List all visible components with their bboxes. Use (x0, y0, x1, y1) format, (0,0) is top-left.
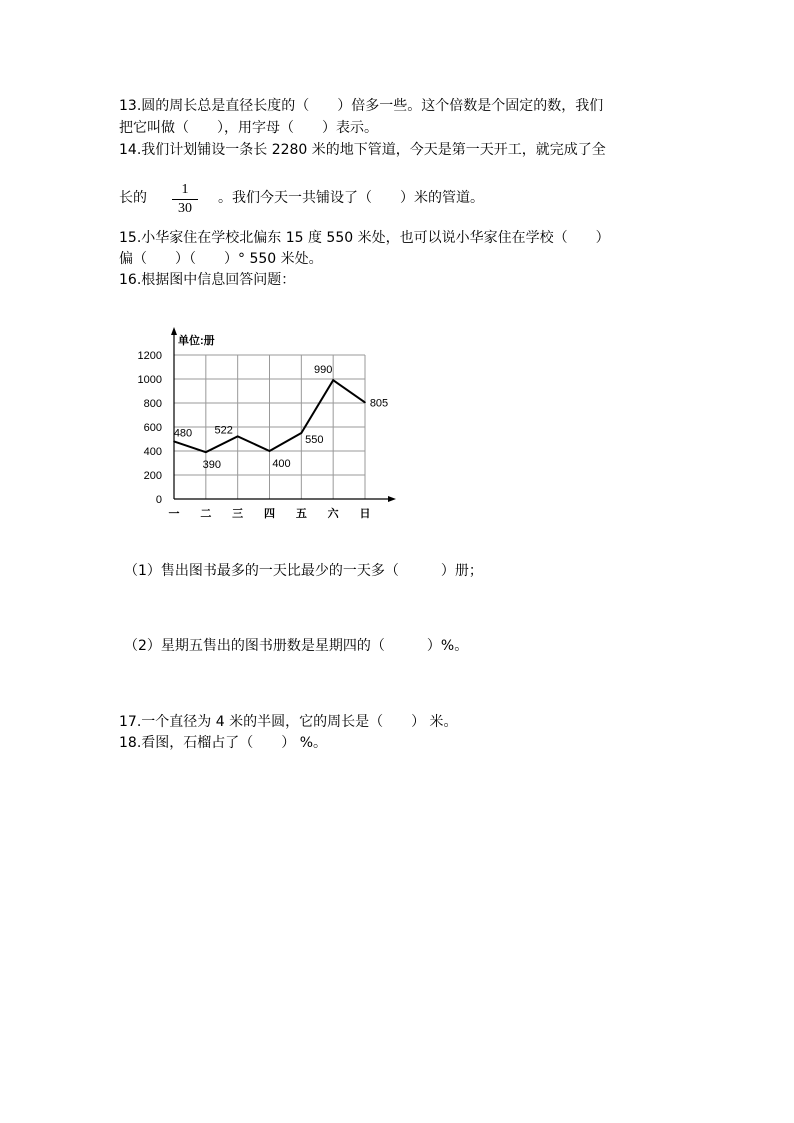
data-point (173, 441, 175, 443)
x-tick-label: 四 (264, 508, 275, 520)
question-16-sub-1: （1）售出图书最多的一天比最少的一天多（ ）册； (124, 563, 483, 579)
fraction-denominator: 30 (178, 201, 192, 216)
x-tick-label: 二 (200, 508, 212, 520)
data-value-label: 390 (202, 459, 222, 472)
data-value-label: 805 (369, 397, 389, 410)
data-value-label: 480 (173, 427, 193, 440)
question-15-line-2: 偏（ ）（ ）° 550 米处。 (119, 251, 323, 267)
y-axis-arrow (171, 327, 177, 335)
question-13-line-2: 把它叫做（ ），用字母（ ）表示。 (119, 120, 378, 136)
x-tick-label: 日 (359, 508, 371, 520)
fraction-bar (172, 199, 198, 200)
x-axis-arrow (388, 496, 396, 502)
data-value-label: 400 (272, 458, 291, 470)
data-value-label: 522 (214, 424, 233, 437)
y-tick-label: 800 (143, 398, 162, 410)
y-tick-label: 1200 (137, 350, 162, 362)
y-tick-label: 400 (143, 446, 162, 458)
question-17: 17.一个直径为 4 米的半圆，它的周长是（ ） 米。 (119, 714, 458, 730)
question-14-prefix: 长的 (119, 190, 147, 206)
chart-axes (171, 327, 396, 502)
data-point (205, 451, 207, 453)
question-16-sub-2: （2）星期五售出的图书册数是星期四的（ ）%。 (124, 638, 469, 654)
data-point (364, 402, 366, 404)
question-13-line-1: 13.圆的周长总是直径长度的（ ）倍多一些。这个倍数是个固定的数，我们 (119, 98, 604, 114)
x-tick-label: 六 (327, 508, 339, 520)
chart-grid (174, 355, 365, 499)
question-14-line-1: 14.我们计划铺设一条长 2280 米的地下管道，今天是第一天开工，就完成了全 (119, 142, 606, 158)
fraction-numerator: 1 (181, 182, 189, 197)
data-point (237, 436, 239, 438)
question-15-line-1: 15.小华家住在学校北偏东 15 度 550 米处，也可以说小华家住在学校（ ） (119, 230, 610, 246)
data-point (332, 379, 334, 381)
x-tick-label: 五 (295, 508, 307, 520)
data-point (301, 432, 303, 434)
data-value-label: 990 (313, 364, 333, 377)
y-tick-label: 0 (155, 494, 162, 506)
fraction-one-thirtieth (172, 182, 198, 217)
chart-unit-label: 单位:册 (178, 335, 215, 347)
question-14-suffix: 。我们今天一共铺设了（ ）米的管道。 (218, 190, 484, 206)
x-tick-label: 三 (232, 508, 244, 520)
y-tick-label: 1000 (137, 374, 162, 386)
question-16-intro: 16.根据图中信息回答问题： (119, 272, 296, 288)
y-tick-label: 200 (143, 470, 162, 482)
data-value-label: 550 (305, 434, 324, 446)
question-18: 18.看图，石榴占了（ ） %。 (119, 735, 328, 751)
book-sales-line-chart (120, 325, 420, 530)
x-tick-label: 一 (168, 508, 180, 520)
data-point (269, 450, 271, 452)
y-tick-label: 600 (143, 422, 162, 434)
